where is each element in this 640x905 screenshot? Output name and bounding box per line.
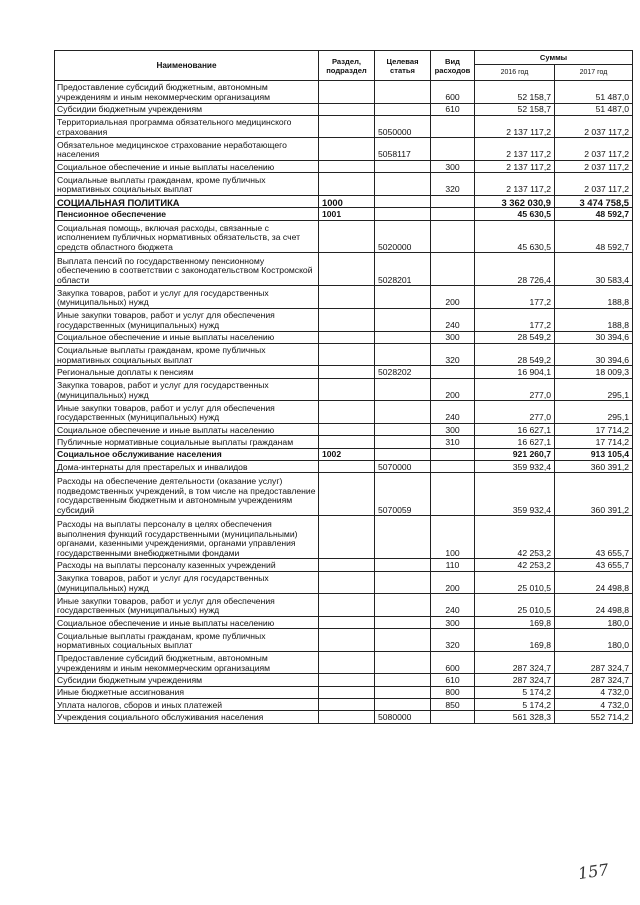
- row-sum-2016: 921 260,7: [475, 448, 555, 460]
- row-sum-2017: 188,8: [555, 286, 633, 309]
- row-name: Пенсионное обеспечение: [55, 208, 319, 220]
- row-name: Социальное обеспечение и иные выплаты населению: [55, 161, 319, 173]
- row-type: 300: [431, 331, 475, 343]
- table-row: [55, 436, 633, 448]
- row-type: [431, 460, 475, 472]
- row-section: [319, 253, 375, 286]
- row-type: [431, 253, 475, 286]
- row-sum-2016: 561 328,3: [475, 711, 555, 723]
- row-type: 300: [431, 161, 475, 173]
- row-target: 5058117: [375, 138, 431, 161]
- row-type: 600: [431, 651, 475, 674]
- table-row: [55, 674, 633, 686]
- row-target: [375, 594, 431, 617]
- table-row: [55, 366, 633, 378]
- row-sum-2016: 2 137 117,2: [475, 138, 555, 161]
- row-sum-2016: 169,8: [475, 616, 555, 628]
- row-section: [319, 286, 375, 309]
- row-type: 320: [431, 343, 475, 366]
- row-sum-2017: 4 732,0: [555, 699, 633, 711]
- row-name: Социальное обеспечение и иные выплаты населению: [55, 423, 319, 435]
- row-sum-2017: 18 009,3: [555, 366, 633, 378]
- row-target: 5070000: [375, 460, 431, 472]
- row-sum-2016: 16 627,1: [475, 436, 555, 448]
- row-name: Обязательное медицинское страхование неработающего населения: [55, 138, 319, 161]
- row-type: 610: [431, 103, 475, 115]
- row-sum-2017: 180,0: [555, 629, 633, 652]
- table-row: [55, 448, 633, 460]
- table-body: [55, 81, 633, 724]
- row-target: [375, 378, 431, 401]
- row-sum-2017: 43 655,7: [555, 559, 633, 571]
- row-target: 5028202: [375, 366, 431, 378]
- row-name: Выплата пенсий по государственному пенсионному обеспечению в соответствии с законодательством Костромской области: [55, 253, 319, 286]
- row-sum-2016: 25 010,5: [475, 594, 555, 617]
- table-row: [55, 629, 633, 652]
- row-type: 240: [431, 594, 475, 617]
- row-sum-2016: 3 362 030,9: [475, 195, 555, 207]
- row-target: [375, 286, 431, 309]
- row-target: [375, 629, 431, 652]
- row-name: Региональные доплаты к пенсиям: [55, 366, 319, 378]
- row-section: [319, 711, 375, 723]
- row-section: [319, 460, 375, 472]
- row-sum-2017: 48 592,7: [555, 220, 633, 253]
- table-row: [55, 331, 633, 343]
- row-sum-2017: 188,8: [555, 308, 633, 331]
- table-row: [55, 616, 633, 628]
- row-sum-2016: 45 630,5: [475, 220, 555, 253]
- row-section: [319, 103, 375, 115]
- table-row: [55, 195, 633, 207]
- row-type: 110: [431, 559, 475, 571]
- table-row: [55, 173, 633, 196]
- row-type: [431, 220, 475, 253]
- row-section: [319, 161, 375, 173]
- table-row: [55, 308, 633, 331]
- row-name: Расходы на выплаты персоналу в целях обеспечения выполнения функций государственными (муниципальными) органами, казенными учреждениями, органами управления государственными внебюджетными фондами: [55, 516, 319, 559]
- table-row: [55, 516, 633, 559]
- row-sum-2016: 16 904,1: [475, 366, 555, 378]
- budget-table: [54, 50, 633, 724]
- row-name: Иные бюджетные ассигнования: [55, 686, 319, 698]
- row-sum-2017: 360 391,2: [555, 473, 633, 516]
- table-row: [55, 286, 633, 309]
- row-type: [431, 473, 475, 516]
- row-section: [319, 173, 375, 196]
- row-target: [375, 674, 431, 686]
- row-sum-2016: 277,0: [475, 401, 555, 424]
- table-row: [55, 594, 633, 617]
- table-row: [55, 343, 633, 366]
- row-type: [431, 138, 475, 161]
- row-type: [431, 195, 475, 207]
- row-target: [375, 401, 431, 424]
- row-sum-2017: 180,0: [555, 616, 633, 628]
- row-section: [319, 115, 375, 138]
- row-section: [319, 401, 375, 424]
- row-sum-2017: 48 592,7: [555, 208, 633, 220]
- row-target: [375, 208, 431, 220]
- row-sum-2017: 30 583,4: [555, 253, 633, 286]
- header-name: Наименование: [55, 51, 319, 81]
- row-sum-2017: 51 487,0: [555, 103, 633, 115]
- row-section: [319, 423, 375, 435]
- row-section: [319, 571, 375, 594]
- table-row: [55, 208, 633, 220]
- row-section: [319, 559, 375, 571]
- row-name: Расходы на обеспечение деятельности (оказание услуг) подведомственных учреждений, в том числе на предоставление государственным бюджетным и автономным учреждениям субсидий: [55, 473, 319, 516]
- row-name: Иные закупки товаров, работ и услуг для обеспечения государственных (муниципальных) нужд: [55, 594, 319, 617]
- row-sum-2016: 16 627,1: [475, 423, 555, 435]
- table-row: [55, 571, 633, 594]
- row-sum-2016: 287 324,7: [475, 674, 555, 686]
- header-sums: Суммы: [475, 51, 633, 65]
- header-target: Целевая статья: [375, 51, 431, 81]
- row-name: Иные закупки товаров, работ и услуг для обеспечения государственных (муниципальных) нужд: [55, 401, 319, 424]
- row-sum-2016: 177,2: [475, 308, 555, 331]
- row-name: Учреждения социального обслуживания населения: [55, 711, 319, 723]
- row-type: 300: [431, 423, 475, 435]
- row-name: Публичные нормативные социальные выплаты гражданам: [55, 436, 319, 448]
- row-sum-2016: 177,2: [475, 286, 555, 309]
- row-sum-2016: 28 549,2: [475, 343, 555, 366]
- row-section: [319, 473, 375, 516]
- row-target: 5070059: [375, 473, 431, 516]
- row-section: [319, 378, 375, 401]
- row-name: Закупка товаров, работ и услуг для государственных (муниципальных) нужд: [55, 378, 319, 401]
- row-sum-2017: 295,1: [555, 401, 633, 424]
- row-type: [431, 208, 475, 220]
- row-section: [319, 366, 375, 378]
- row-section: [319, 343, 375, 366]
- row-type: 240: [431, 308, 475, 331]
- row-target: [375, 616, 431, 628]
- row-section: [319, 138, 375, 161]
- row-target: [375, 559, 431, 571]
- row-section: [319, 699, 375, 711]
- row-sum-2017: 287 324,7: [555, 651, 633, 674]
- row-sum-2017: 3 474 758,5: [555, 195, 633, 207]
- header-type: Вид расходов: [431, 51, 475, 81]
- row-target: [375, 571, 431, 594]
- row-section: [319, 674, 375, 686]
- row-sum-2017: 552 714,2: [555, 711, 633, 723]
- table-row: [55, 559, 633, 571]
- header-section: Раздел, подраздел: [319, 51, 375, 81]
- row-type: 200: [431, 571, 475, 594]
- row-name: Закупка товаров, работ и услуг для государственных (муниципальных) нужд: [55, 571, 319, 594]
- table-row: [55, 473, 633, 516]
- row-section: [319, 629, 375, 652]
- row-target: [375, 343, 431, 366]
- row-name: Социальные выплаты гражданам, кроме публичных нормативных социальных выплат: [55, 629, 319, 652]
- table-row: [55, 115, 633, 138]
- row-target: [375, 308, 431, 331]
- row-section: [319, 436, 375, 448]
- row-sum-2016: 45 630,5: [475, 208, 555, 220]
- table-row: [55, 651, 633, 674]
- row-name: Иные закупки товаров, работ и услуг для обеспечения государственных (муниципальных) нужд: [55, 308, 319, 331]
- row-target: [375, 103, 431, 115]
- row-name: Субсидии бюджетным учреждениям: [55, 103, 319, 115]
- row-type: 100: [431, 516, 475, 559]
- row-sum-2017: 295,1: [555, 378, 633, 401]
- page-number: 157: [576, 859, 610, 884]
- row-target: [375, 699, 431, 711]
- budget-table-container: [54, 50, 633, 724]
- row-sum-2016: 52 158,7: [475, 103, 555, 115]
- row-target: 5080000: [375, 711, 431, 723]
- row-type: 610: [431, 674, 475, 686]
- row-sum-2016: 287 324,7: [475, 651, 555, 674]
- row-type: [431, 115, 475, 138]
- row-type: 300: [431, 616, 475, 628]
- row-type: 850: [431, 699, 475, 711]
- row-name: Уплата налогов, сборов и иных платежей: [55, 699, 319, 711]
- row-sum-2017: 24 498,8: [555, 571, 633, 594]
- row-target: [375, 516, 431, 559]
- row-name: Расходы на выплаты персоналу казенных учреждений: [55, 559, 319, 571]
- row-section: [319, 616, 375, 628]
- table-row: [55, 460, 633, 472]
- row-target: 5050000: [375, 115, 431, 138]
- row-section: [319, 81, 375, 104]
- row-type: 320: [431, 629, 475, 652]
- table-row: [55, 699, 633, 711]
- row-sum-2016: 169,8: [475, 629, 555, 652]
- table-row: [55, 220, 633, 253]
- table-row: [55, 161, 633, 173]
- row-target: [375, 195, 431, 207]
- row-target: 5020000: [375, 220, 431, 253]
- row-type: 800: [431, 686, 475, 698]
- row-type: 200: [431, 286, 475, 309]
- row-sum-2017: 2 037 117,2: [555, 161, 633, 173]
- row-sum-2017: 43 655,7: [555, 516, 633, 559]
- table-row: [55, 378, 633, 401]
- row-sum-2016: 359 932,4: [475, 473, 555, 516]
- row-sum-2017: 30 394,6: [555, 331, 633, 343]
- row-type: 310: [431, 436, 475, 448]
- row-type: [431, 366, 475, 378]
- row-sum-2016: 5 174,2: [475, 686, 555, 698]
- row-sum-2017: 4 732,0: [555, 686, 633, 698]
- row-name: Предоставление субсидий бюджетным, автономным учреждениям и иным некоммерческим организациям: [55, 81, 319, 104]
- row-target: [375, 423, 431, 435]
- row-section: 1000: [319, 195, 375, 207]
- row-sum-2017: 24 498,8: [555, 594, 633, 617]
- row-name: Предоставление субсидий бюджетным, автономным учреждениям и иным некоммерческим организациям: [55, 651, 319, 674]
- table-header: [55, 51, 633, 81]
- row-name: СОЦИАЛЬНАЯ ПОЛИТИКА: [55, 195, 319, 207]
- table-row: [55, 138, 633, 161]
- row-sum-2016: 2 137 117,2: [475, 173, 555, 196]
- table-row: [55, 103, 633, 115]
- row-section: [319, 308, 375, 331]
- table-row: [55, 686, 633, 698]
- row-section: 1002: [319, 448, 375, 460]
- row-type: [431, 711, 475, 723]
- row-name: Социальная помощь, включая расходы, связанные с исполнением публичных нормативных обязательств, за счет средств областного бюджета: [55, 220, 319, 253]
- row-sum-2017: 17 714,2: [555, 436, 633, 448]
- table-row: [55, 253, 633, 286]
- row-section: [319, 220, 375, 253]
- row-sum-2017: 360 391,2: [555, 460, 633, 472]
- row-section: [319, 686, 375, 698]
- row-sum-2016: 28 549,2: [475, 331, 555, 343]
- header-year-2: 2017 год: [555, 65, 633, 81]
- row-name: Субсидии бюджетным учреждениям: [55, 674, 319, 686]
- row-target: [375, 173, 431, 196]
- row-type: 320: [431, 173, 475, 196]
- row-type: 240: [431, 401, 475, 424]
- row-sum-2016: 52 158,7: [475, 81, 555, 104]
- row-sum-2017: 2 037 117,2: [555, 115, 633, 138]
- header-year-1: 2016 год: [475, 65, 555, 81]
- row-sum-2016: 25 010,5: [475, 571, 555, 594]
- table-row: [55, 711, 633, 723]
- row-sum-2016: 5 174,2: [475, 699, 555, 711]
- row-name: Дома-интернаты для престарелых и инвалидов: [55, 460, 319, 472]
- row-type: 600: [431, 81, 475, 104]
- row-name: Закупка товаров, работ и услуг для государственных (муниципальных) нужд: [55, 286, 319, 309]
- row-section: [319, 516, 375, 559]
- row-target: [375, 161, 431, 173]
- row-sum-2016: 2 137 117,2: [475, 161, 555, 173]
- table-row: [55, 81, 633, 104]
- row-name: Территориальная программа обязательного медицинского страхования: [55, 115, 319, 138]
- row-name: Социальное обеспечение и иные выплаты населению: [55, 331, 319, 343]
- row-type: [431, 448, 475, 460]
- row-sum-2017: 2 037 117,2: [555, 173, 633, 196]
- row-section: [319, 331, 375, 343]
- row-target: [375, 686, 431, 698]
- row-sum-2016: 28 726,4: [475, 253, 555, 286]
- row-sum-2017: 17 714,2: [555, 423, 633, 435]
- row-sum-2017: 51 487,0: [555, 81, 633, 104]
- row-name: Социальные выплаты гражданам, кроме публичных нормативных социальных выплат: [55, 173, 319, 196]
- row-target: [375, 81, 431, 104]
- row-type: 200: [431, 378, 475, 401]
- table-row: [55, 401, 633, 424]
- row-name: Социальные выплаты гражданам, кроме публичных нормативных социальных выплат: [55, 343, 319, 366]
- row-section: [319, 651, 375, 674]
- row-target: [375, 436, 431, 448]
- row-section: [319, 594, 375, 617]
- row-sum-2017: 2 037 117,2: [555, 138, 633, 161]
- row-sum-2016: 42 253,2: [475, 516, 555, 559]
- row-sum-2016: 42 253,2: [475, 559, 555, 571]
- row-name: Социальное обслуживание населения: [55, 448, 319, 460]
- row-sum-2016: 277,0: [475, 378, 555, 401]
- row-sum-2016: 2 137 117,2: [475, 115, 555, 138]
- row-sum-2017: 30 394,6: [555, 343, 633, 366]
- row-name: Социальное обеспечение и иные выплаты населению: [55, 616, 319, 628]
- row-sum-2017: 913 105,4: [555, 448, 633, 460]
- row-target: [375, 448, 431, 460]
- row-target: 5028201: [375, 253, 431, 286]
- table-row: [55, 423, 633, 435]
- row-section: 1001: [319, 208, 375, 220]
- row-target: [375, 331, 431, 343]
- row-sum-2016: 359 932,4: [475, 460, 555, 472]
- row-target: [375, 651, 431, 674]
- row-sum-2017: 287 324,7: [555, 674, 633, 686]
